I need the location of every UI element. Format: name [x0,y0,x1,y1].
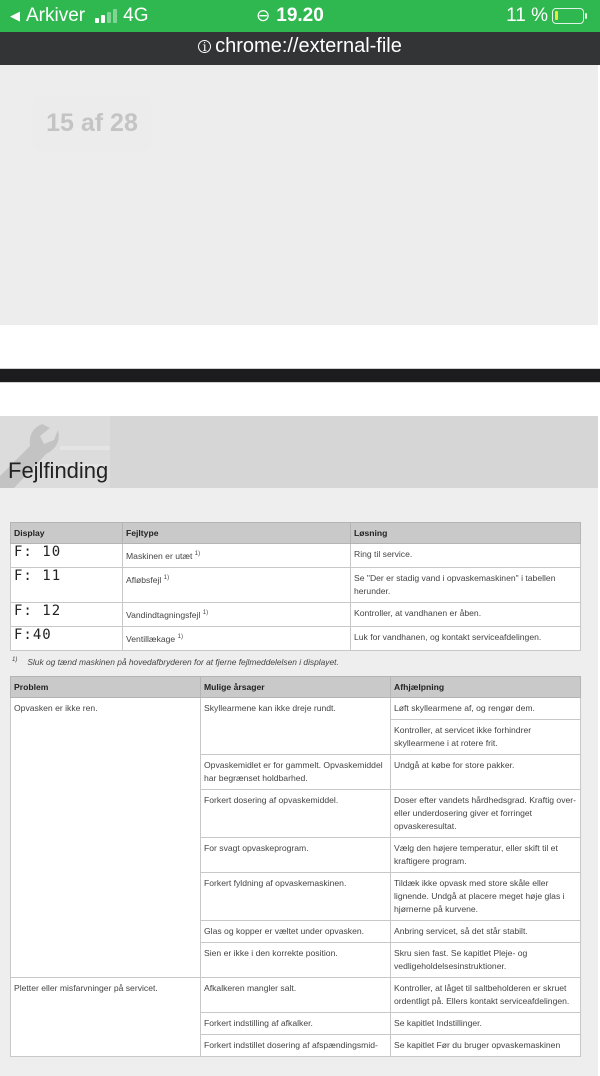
remedy: Skru sien fast. Se kapitlet Pleje- og vedligeholdelsesinstruktioner. [391,943,581,978]
problem: Pletter eller misfarvninger på servicet. [11,978,201,1057]
remedy: Undgå at købe for store pakker. [391,755,581,790]
error-type: Maskinen er utæt $^{1)}$ [123,544,351,568]
table-row [11,544,581,568]
remedy: Kontroller, at servicet ikke forhindrer skyllearmene i at rotere frit. [391,720,581,755]
cause: Skyllearmene kan ikke dreje rundt. [201,698,391,755]
battery-percent: 11 % [506,5,548,26]
problem-table [10,676,581,1057]
column-header: Display [11,523,123,544]
remedy: Anbring servicet, så det står stabilt. [391,921,581,943]
remedy: Løft skyllearmene af, og rengør dem. [391,698,581,720]
error-type: Afløbsfejl $^{1)}$ [123,568,351,603]
document-page [0,416,598,1076]
solution: Ring til service. [351,544,581,568]
remedy: Vælg den højere temperatur, eller skift til et kraftigere program. [391,838,581,873]
url-bar[interactable] [0,32,600,65]
solution: Luk for vandhanen, og kontakt serviceafdelingen. [351,627,581,651]
footnote-marker: 1) [12,657,18,664]
cause: For svagt opvaskeprogram. [201,838,391,873]
error-type: Vandindtagningsfejl $^{1)}$ [123,603,351,627]
display-code: F: 12 [11,603,123,627]
table-header-row [11,523,581,544]
error-type: Ventillækage $^{1)}$ [123,627,351,651]
pdf-viewer[interactable] [0,65,600,1067]
page-title: Fejlfinding [8,458,109,483]
error-code-table [10,522,581,651]
column-header: Fejltype [123,523,351,544]
display-code: F: 11 [11,568,123,603]
url-text: chrome://external-file [215,35,402,57]
previous-page [0,65,598,325]
column-header: Afhjælpning [391,677,581,698]
signal-strength-icon [95,9,117,23]
link-icon: ⊖ [256,6,271,25]
table-row [11,568,581,603]
solution: Kontroller, at vandhanen er åben. [351,603,581,627]
problem: Opvasken er ikke ren. [11,698,201,978]
cause: Forkert indstilling af afkalker. [201,1013,391,1035]
table-header-row [11,677,581,698]
network-type: 4G [123,5,149,26]
status-bar [0,0,600,32]
cause: Glas og kopper er væltet under opvasken. [201,921,391,943]
back-arrow-icon: ◀ [10,8,20,23]
footnote-text: Sluk og tænd maskinen på hovedafbryderen for at fjerne fejlmeddelelsen i displayet. [27,657,339,667]
column-header: Problem [11,677,201,698]
back-to-app[interactable] [10,5,148,27]
column-header: Mulige årsager [201,677,391,698]
remedy: Se kapitlet Indstillinger. [391,1013,581,1035]
page-header [0,416,598,488]
display-code: F:40 [11,627,123,651]
remedy: Tildæk ikke opvask med store skåle eller lignende. Undgå at placere meget høje glas i hjørnerne på kurvene. [391,873,581,921]
cause: Forkert fyldning af opvaskemaskinen. [201,873,391,921]
back-app-label: Arkiver [26,5,86,26]
remedy: Doser efter vandets hårdhedsgrad. Kraftig over- eller underdosering giver et forringet opvaskeresultat. [391,790,581,838]
solution: Se "Der er stadig vand i opvaskemaskinen" i tabellen herunder. [351,568,581,603]
page-counter: 15 af 28 [32,95,152,151]
page-divider [0,368,600,383]
cause: Forkert dosering af opvaskemiddel. [201,790,391,838]
column-header: Løsning [351,523,581,544]
table-row [11,698,581,720]
battery-status [506,5,584,27]
remedy: Se kapitlet Før du bruger opvaskemaskinen [391,1035,581,1057]
table-row [11,978,581,1013]
table-row [11,603,581,627]
time: 19.20 [276,5,324,26]
remedy: Kontroller, at låget til saltbeholderen er skruet ordentligt på. Ellers kontakt serviceafdelingen. [391,978,581,1013]
battery-icon [552,8,584,24]
info-icon[interactable]: i [198,40,211,53]
table-row [11,627,581,651]
cause: Forkert indstillet dosering af afspændingsmid- [201,1035,391,1057]
cause: Opvaskemidlet er for gammelt. Opvaskemiddel har begrænset holdbarhed. [201,755,391,790]
cause: Sien er ikke i den korrekte position. [201,943,391,978]
cause: Afkalkeren mangler salt. [201,978,391,1013]
footnote [12,657,339,667]
clock [256,5,324,27]
display-code: F: 10 [11,544,123,568]
